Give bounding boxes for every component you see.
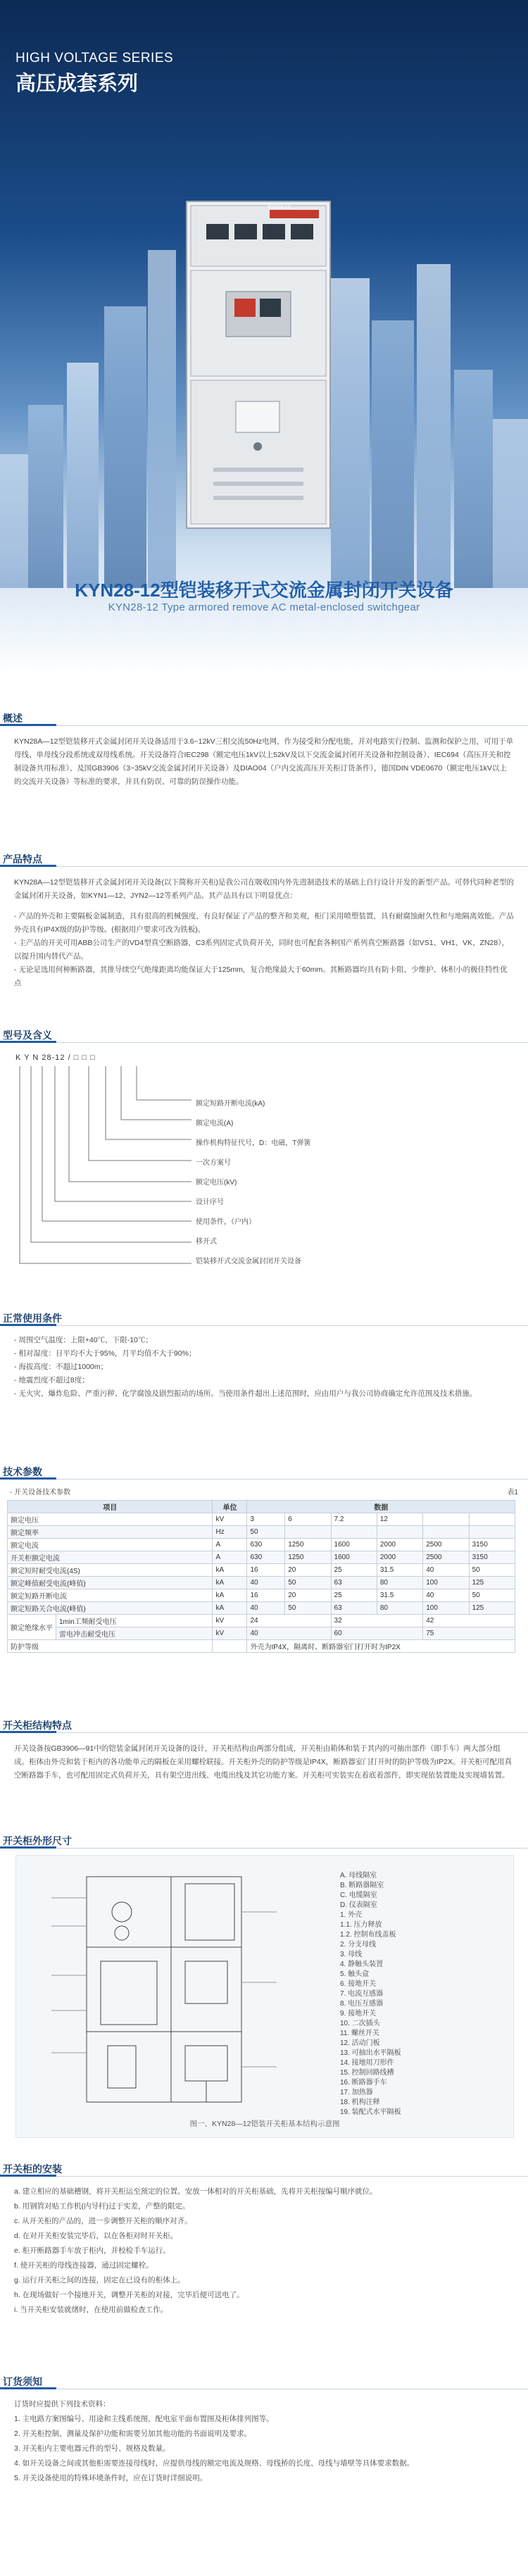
table-note: 表1 <box>507 1489 518 1496</box>
list-item: 使用条件，（户内） <box>196 1218 256 1226</box>
series-title-en: HIGH VOLTAGE SERIES <box>15 51 174 65</box>
table-cell: 25 <box>331 1564 377 1577</box>
table-cell: 40 <box>423 1564 469 1577</box>
cabinet-brand: KYN28-12 <box>268 205 291 210</box>
table-cell <box>469 1526 515 1539</box>
conditions-heading: 正常使用条件 <box>3 1313 62 1324</box>
table-header <box>8 1501 515 1513</box>
table-row <box>8 1551 515 1564</box>
table-cell: 1600 <box>331 1551 377 1564</box>
features-heading: 产品特点 <box>3 854 42 865</box>
table-cell: 16 <box>247 1589 285 1602</box>
list-item: 1.1. 压力释放 <box>340 1921 382 1929</box>
list-item: 5. 开关设备使用的特殊环境条件时，应在订货时详细说明。 <box>14 2474 208 2482</box>
table-cell: 2500 <box>423 1551 469 1564</box>
table-cell: 32 <box>331 1615 423 1627</box>
table-cell: 额定绝缘水平 <box>8 1615 56 1640</box>
table-cell: kA <box>213 1577 247 1589</box>
table-cell: 60 <box>331 1627 423 1640</box>
conditions-list <box>14 1334 514 1401</box>
table-cell: 7.2 <box>331 1513 377 1526</box>
diagram-legend <box>340 1871 401 2118</box>
list-item: 14. 接地用刀形件 <box>340 2059 394 2067</box>
tech-table-body <box>8 1513 515 1615</box>
table-cell: 2000 <box>377 1539 422 1551</box>
cabinet-section-drawing <box>44 1870 312 2109</box>
table-cell: 防护等级 <box>8 1640 213 1653</box>
list-item: 10. 二次插头 <box>340 2020 380 2027</box>
model-labels <box>196 1094 310 1272</box>
table-cell <box>213 1640 247 1653</box>
diagram-caption: 图一、KYN28—12铠装开关柜基本结构示意图 <box>189 2120 340 2128</box>
list-item: h. 在现场做好一个接地开关，调整开关柜的对接，完毕后便可送电了。 <box>14 2291 244 2299</box>
table-cell: 630 <box>247 1551 285 1564</box>
order-section <box>0 2375 528 2486</box>
table-cell: 雷电冲击耐受电压 <box>56 1627 213 1640</box>
list-item: 9. 接地开关 <box>340 2010 377 2018</box>
table-header-cell: 数据 <box>247 1501 515 1513</box>
overview-heading: 概述 <box>3 713 23 724</box>
table-cell: 630 <box>247 1539 285 1551</box>
list-item: e. 柜开断路器手车放于柜内，并校检手车运行。 <box>14 2246 170 2255</box>
section-heading <box>0 1028 528 1044</box>
structure-diagram-panel <box>15 1855 514 2138</box>
table-cell <box>469 1513 515 1526</box>
model-code: K Y N 28-12 / □ □ □ <box>15 1053 96 1062</box>
hero-banner <box>0 0 528 673</box>
series-tag <box>15 51 173 96</box>
table-cell: 100 <box>423 1602 469 1615</box>
table-caption-row <box>0 1486 528 1500</box>
list-item: 6. 接地开关 <box>340 1980 377 1988</box>
table-cell: 40 <box>247 1602 285 1615</box>
list-item: 移开式 <box>196 1238 217 1246</box>
table-cell: 2000 <box>377 1551 422 1564</box>
table-row <box>8 1577 515 1589</box>
table-cell <box>423 1526 469 1539</box>
section-heading <box>0 711 528 727</box>
section-heading <box>0 1465 528 1480</box>
table-cell: kA <box>213 1589 247 1602</box>
table-cell: 40 <box>247 1627 331 1640</box>
features-list <box>14 910 514 990</box>
list-item: 2. 分支母线 <box>340 1941 377 1949</box>
list-item: 额定电流(A) <box>196 1120 234 1127</box>
table-cell: 50 <box>247 1526 285 1539</box>
table-title: - 开关设备技术参数 <box>10 1489 71 1496</box>
overview-text: KYN28A—12型铠装移开式金属封闭开关设备适用于3.6~12kV三相交流50Hz电网，作为接受和分配电能，并对电路实行控制、监测和保护之用，可用于单母线、单母线分段系统或双母线系统。开关设备符合IEC298（额定电压1kV以上52kV及以下交流金属封闭开关设备和控制设备）、IEC694（高压开关和控制设备共用标准）、及国GB3906（3~35kV交流金属封闭开关设备）及DIAO04（户内交流高压开关柜订货条件），德国DIN VDE0670（额定电压1kV以上的交流开关设备）等标准的要求，并具有防误、可靠的防误操作功能。 <box>14 737 514 786</box>
table-row <box>8 1564 515 1577</box>
list-item: 4. 如开关设备之间或其他柜需要连接母线时，应提供母线的额定电流及规格、母线桥的长度、母线与墙壁等具体要求数据。 <box>14 2459 415 2468</box>
list-item: 17. 加热器 <box>340 2089 373 2096</box>
table-cell: 20 <box>285 1589 331 1602</box>
list-item: D. 仪表隔室 <box>340 1901 377 1909</box>
list-item: - 相对湿度：日平均不大于95%，月平均值不大于90%； <box>14 1349 196 1358</box>
list-item: 铠装移开式交流金属封闭开关设备 <box>196 1258 301 1265</box>
table-cell: 100 <box>423 1577 469 1589</box>
list-item: 5. 触头盒 <box>340 1970 370 1978</box>
table-row <box>8 1602 515 1615</box>
list-item: - 主产品的开关可用ABB公司生产的VD4型真空断路器，C3系列固定式负荷开关，同时也可配套各种国产系列真空断路器（如VS1、VH1、VK、ZN28），以提升国内替代产品。 <box>14 939 509 961</box>
list-item: 7. 电流互感器 <box>340 1990 384 1998</box>
list-item: 16. 断路器手车 <box>340 2079 387 2087</box>
table-cell: 80 <box>377 1602 422 1615</box>
list-item: - 周围空气温度：上限+40℃，下限-10℃； <box>14 1336 153 1344</box>
table-cell: 50 <box>469 1589 515 1602</box>
table-row <box>8 1589 515 1602</box>
table-cell: 50 <box>285 1602 331 1615</box>
table-cell <box>423 1513 469 1526</box>
table-cell: 24 <box>247 1615 331 1627</box>
list-item: A. 母线隔室 <box>340 1872 377 1880</box>
table-cell: kA <box>213 1602 247 1615</box>
table-cell: 63 <box>331 1602 377 1615</box>
structure-text: 开关设备按GB3906—91中的铠装金属封闭开关设备的设计，开关柜结构由两部分组成，开关柜由箱体和装于其内的可抽出部件（即手车）两大部分组成。柜体由外壳和装于柜内的各功能单元的隔板在采用螺栓联接。开关柜外壳的防护等级是IP4X，断路器室门打开时的防护等级为IP2X。开关柜可配用真空断路器手车，也可配用固定式负荷开关，具有架空进出线、电缆出线及其它功能方案。开关柜可实装实在着底着部件，即实现依装置能及实现墙装置。 <box>14 1744 513 1780</box>
table-cell: 1250 <box>285 1539 331 1551</box>
table-cell: 6 <box>285 1513 331 1526</box>
section-heading <box>0 1834 528 1849</box>
list-item: 1.2. 控制布线盖板 <box>340 1931 396 1939</box>
list-item: - 无论是选用何种断路器，其推导续空气绝缘距离均能保证大于125mm，复合绝缘最大于60mm。其断路器均具有防卡阻、少维护、体积小的极佳特性优点 <box>14 965 508 987</box>
table-cell: 3150 <box>469 1539 515 1551</box>
table-row <box>8 1513 515 1526</box>
list-item: 3. 母线 <box>340 1951 363 1958</box>
table-cell: 63 <box>331 1577 377 1589</box>
table-cell: 42 <box>423 1615 515 1627</box>
list-item: 13. 可抽出水平隔板 <box>340 2049 401 2057</box>
list-item: 11. 螺丝开关 <box>340 2030 379 2037</box>
model-section <box>0 1028 528 1282</box>
order-heading: 订货须知 <box>3 2376 42 2387</box>
table-cell: 额定短路开断电流 <box>8 1589 213 1602</box>
list-item: 额定短路开断电流(kA) <box>196 1100 265 1108</box>
section-heading <box>0 1311 528 1327</box>
list-item: 1. 主电路方案图编号、用途和主线系统图，配电室平面布置图及柜体排列图等。 <box>14 2415 274 2423</box>
table-cell: 2500 <box>423 1539 469 1551</box>
table-cell: 20 <box>285 1564 331 1577</box>
list-item: 4. 静触头装置 <box>340 1961 384 1968</box>
table-cell: 75 <box>423 1627 515 1640</box>
list-item: b. 用钢管对贴工作机(内导杆)过于实差，产整的限定。 <box>14 2202 190 2211</box>
table-cell: 额定电流 <box>8 1539 213 1551</box>
table-cell <box>377 1526 422 1539</box>
overview-section <box>0 711 528 789</box>
list-item: - 海拔高度：不超过1000m； <box>14 1363 108 1371</box>
section-heading <box>0 2162 528 2177</box>
switchgear-cabinet-illustration <box>185 200 332 530</box>
list-item: i. 当开关柜安装就绪时，在使用前做检查工作。 <box>14 2306 168 2314</box>
list-item: c. 从开关柜的产品的，进一步调整开关柜的顺序对齐。 <box>14 2217 192 2225</box>
table-cell: 额定短路关合电流(峰值) <box>8 1602 213 1615</box>
tech-table <box>7 1500 515 1653</box>
list-item: 19. 装配式水平隔板 <box>340 2108 401 2116</box>
model-code-tree <box>15 1065 213 1276</box>
list-item: 2. 开关柜控制、测量及保护功能和需要另加其他功能的书面说明及要求。 <box>14 2430 252 2438</box>
table-cell <box>331 1526 377 1539</box>
dimensions-heading: 开关柜外形尺寸 <box>3 1835 72 1846</box>
list-item: d. 在对开关柜安装完毕后，以在各柜对时开关柜。 <box>14 2232 178 2240</box>
table-cell: 12 <box>377 1513 422 1526</box>
features-section <box>0 852 528 990</box>
list-item: B. 断路器隔室 <box>340 1882 384 1889</box>
list-item: 3. 开关柜内主要电器元件的型号、规格及数量。 <box>14 2444 170 2453</box>
list-item: - 产品的外壳和主要隔板金属制造，具有很高的机械强度，有良好保证了产品的整齐和美观，柜门采用喷塑装置，具有耐腐蚀耐久性和与地隔离效能。产品外壳具有IP4X级的防护等级。(根据用户要求可改为铁板)。 <box>14 912 514 934</box>
tech-heading: 技术参数 <box>3 1466 42 1477</box>
table-cell: kV <box>213 1627 247 1640</box>
table-cell: 80 <box>377 1577 422 1589</box>
table-cell: A <box>213 1539 247 1551</box>
table-cell: 额定短时耐受电流(4S) <box>8 1564 213 1577</box>
list-item: 8. 电压互感器 <box>340 2000 384 2008</box>
table-cell: kA <box>213 1564 247 1577</box>
table-cell: 开关柜额定电流 <box>8 1551 213 1564</box>
series-title-cn: 高压成套系列 <box>15 73 139 95</box>
list-item: 12. 活动门板 <box>340 2039 380 2047</box>
tech-section <box>0 1465 528 1653</box>
table-cell: 1250 <box>285 1551 331 1564</box>
table-header-cell: 项目 <box>8 1501 213 1513</box>
table-cell: 25 <box>331 1589 377 1602</box>
section-heading <box>0 1718 528 1734</box>
table-header-cell: 单位 <box>213 1501 247 1513</box>
table-cell: 125 <box>469 1602 515 1615</box>
structure-section <box>0 1718 528 1782</box>
table-cell: 40 <box>247 1577 285 1589</box>
list-item: 18. 机构注释 <box>340 2099 380 2106</box>
install-list <box>14 2184 514 2318</box>
table-cell: 40 <box>423 1589 469 1602</box>
table-cell: 50 <box>469 1564 515 1577</box>
table-cell: 16 <box>247 1564 285 1577</box>
table-cell: 50 <box>285 1577 331 1589</box>
install-section <box>0 2162 528 2318</box>
list-item: 一次方案号 <box>196 1159 231 1167</box>
table-cell: Hz <box>213 1526 247 1539</box>
structure-heading: 开关柜结构特点 <box>3 1720 72 1731</box>
section-heading <box>0 852 528 868</box>
list-item: 1. 外壳 <box>340 1911 363 1919</box>
model-heading: 型号及含义 <box>3 1030 52 1041</box>
table-cell: A <box>213 1551 247 1564</box>
install-heading: 开关柜的安装 <box>3 2163 62 2175</box>
list-item: g. 运行开关柜之间的连接，固定在已设有的柜体上。 <box>14 2276 185 2284</box>
table-row <box>8 1539 515 1551</box>
table-row <box>8 1627 515 1640</box>
table-cell: 125 <box>469 1577 515 1589</box>
product-title-cn: KYN28-12型铠装移开式交流金属封闭开关设备 <box>75 580 453 601</box>
list-item: f. 使开关柜的母线连接器，通过固定螺栓。 <box>14 2261 153 2270</box>
table-cell: 3 <box>247 1513 285 1526</box>
table-cell: kV <box>213 1513 247 1526</box>
list-item: a. 建立相应的基础槽钢，将开关柜运至预定的位置。安放一体相对的开关柜基础，先将开关柜按编号顺序就位。 <box>14 2187 377 2196</box>
list-item: 设计序号 <box>196 1199 224 1206</box>
table-cell: 31.5 <box>377 1564 422 1577</box>
product-title-en: KYN28-12 Type armored remove AC metal-enclosed switchgear <box>108 601 420 613</box>
order-intro: 订货时应提供下列技术资料： <box>14 2400 111 2408</box>
list-item: - 无火灾、爆炸危险、严重污秽、化学腐蚀及剧烈振动的场所。当使用条件超出上述范围时，应由用户与我公司协商确定允许范围及技术措施。 <box>14 1389 477 1398</box>
order-list <box>14 2397 514 2486</box>
features-intro: KYN28A—12型铠装移开式金属封闭开关设备(以下简称开关柜)是我公司在吸收国内外先进制造技术的基础上自行设计开发的新型产品。可替代同种老型的金属封闭开关设备，如KYN1—12、JYN2—12等系列产品。其产品具有以下明显优点： <box>14 878 514 900</box>
section-heading <box>0 2375 528 2390</box>
list-item: C. 电缆隔室 <box>340 1892 377 1899</box>
table-cell: 外壳为IP4X，隔离时、断路器室门打开时为IP2X <box>247 1640 515 1653</box>
table-cell: 1600 <box>331 1539 377 1551</box>
table-row <box>8 1526 515 1539</box>
table-cell: 额定频率 <box>8 1526 213 1539</box>
conditions-section <box>0 1311 528 1401</box>
table-cell: 额定电压 <box>8 1513 213 1526</box>
table-cell <box>285 1526 331 1539</box>
list-item: - 地震烈度不超过8度； <box>14 1376 89 1384</box>
list-item: 额定电压(kV) <box>196 1179 237 1187</box>
table-cell: 额定峰值耐受电流(峰值) <box>8 1577 213 1589</box>
table-cell: kV <box>213 1615 247 1627</box>
table-row <box>8 1615 515 1627</box>
table-row <box>8 1640 515 1653</box>
table-cell: 31.5 <box>377 1589 422 1602</box>
list-item: 操作机构特征代号，D：电磁，T弹簧 <box>196 1139 311 1147</box>
list-item: 15. 控制回路线槽 <box>340 2069 394 2077</box>
table-cell: 1min工频耐受电压 <box>56 1615 213 1627</box>
dimensions-section <box>0 1834 528 2137</box>
table-cell: 3150 <box>469 1551 515 1564</box>
